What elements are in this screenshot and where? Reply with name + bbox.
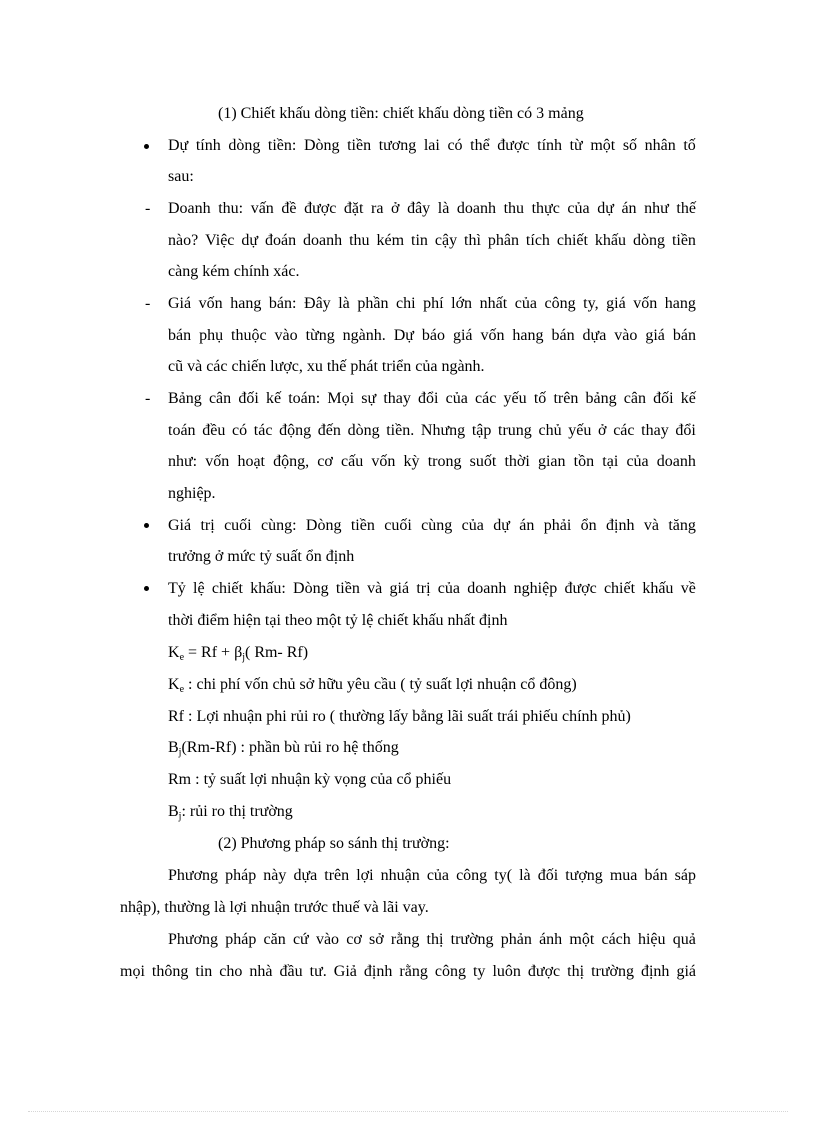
word: vốn bbox=[205, 453, 230, 470]
word: trường bbox=[450, 931, 494, 948]
word: vốn bbox=[371, 453, 396, 470]
word: đều bbox=[202, 422, 226, 439]
word: doanh bbox=[467, 580, 507, 597]
bullet-marker bbox=[144, 523, 149, 528]
word: ra bbox=[371, 200, 384, 217]
word: Dòng bbox=[305, 517, 342, 534]
word: vào bbox=[274, 327, 298, 344]
word: dự bbox=[241, 232, 259, 249]
def-ke-sub: e bbox=[179, 684, 185, 695]
word: dòng bbox=[228, 137, 261, 154]
formula-sub-e: e bbox=[179, 652, 185, 663]
word: toán bbox=[168, 422, 196, 439]
word: được bbox=[497, 137, 530, 154]
word: trung bbox=[498, 422, 532, 439]
dash-3-line-2 bbox=[168, 421, 696, 441]
def-bj-b: B bbox=[168, 739, 179, 756]
word: của bbox=[461, 517, 484, 534]
dash-3-line-1 bbox=[168, 389, 696, 409]
word: Việc bbox=[205, 232, 235, 249]
formula-cost-of-equity bbox=[168, 643, 308, 663]
word: pháp bbox=[225, 867, 257, 884]
word: giá bbox=[452, 327, 473, 344]
word: tiền bbox=[350, 517, 375, 534]
word: đổi bbox=[675, 422, 696, 439]
word: động bbox=[279, 422, 312, 439]
word: tích bbox=[525, 232, 550, 249]
word: tại bbox=[602, 453, 619, 470]
word: cách bbox=[601, 931, 631, 948]
word: bán bbox=[672, 327, 696, 344]
word: vốn bbox=[480, 327, 505, 344]
word: Đây bbox=[304, 295, 331, 312]
word: phụ bbox=[199, 327, 224, 344]
word: kế bbox=[265, 390, 282, 407]
word: Dự bbox=[168, 137, 189, 154]
word: của bbox=[514, 295, 537, 312]
word: sở bbox=[369, 931, 384, 948]
formula-k: K bbox=[168, 644, 180, 661]
paragraph-2-line-1 bbox=[168, 930, 696, 950]
word: nghiệp bbox=[513, 580, 558, 597]
word: là bbox=[519, 867, 531, 884]
word: sự bbox=[361, 390, 377, 407]
word: cùng: bbox=[261, 517, 297, 534]
word: này bbox=[263, 867, 287, 884]
word: có bbox=[232, 422, 248, 439]
word: đặt bbox=[343, 200, 364, 217]
dash-3-line-4: nghiệp. bbox=[168, 485, 216, 502]
word: tiền bbox=[347, 137, 372, 154]
formula-tail: ( Rm- Rf) bbox=[244, 644, 309, 661]
section-heading-1: (1) Chiết khấu dòng tiền: chiết khấu dòng tiền có 3 mảng bbox=[218, 105, 584, 122]
word: kỳ bbox=[403, 453, 420, 470]
bullet-2-line-1 bbox=[168, 516, 696, 536]
bullet-1-line-2: sau: bbox=[168, 168, 194, 185]
word: thực bbox=[531, 200, 560, 217]
word: Phương bbox=[168, 867, 219, 884]
word: Giá bbox=[168, 295, 192, 312]
formula-middle: = Rf + β bbox=[184, 644, 243, 661]
word: mọi bbox=[120, 963, 145, 980]
word: chi bbox=[396, 295, 416, 312]
def-bj-sub: j bbox=[178, 747, 182, 758]
word: thị bbox=[567, 963, 585, 980]
word: Tỷ bbox=[168, 580, 186, 597]
word: được bbox=[304, 200, 337, 217]
word: Nhưng bbox=[420, 422, 466, 439]
word: Phương bbox=[168, 931, 219, 948]
word: các bbox=[475, 390, 497, 407]
definition-rf: Rf : Lợi nhuận phi rủi ro ( thường lấy bằng lãi suất trái phiếu chính phủ) bbox=[168, 708, 631, 725]
word: từng bbox=[305, 327, 335, 344]
word: một bbox=[590, 137, 616, 154]
word: thuộc bbox=[231, 327, 267, 344]
word: trên bbox=[553, 390, 579, 407]
word: cậy bbox=[434, 232, 458, 249]
word: bán bbox=[644, 867, 668, 884]
word: tiền bbox=[671, 232, 696, 249]
word: Giá bbox=[168, 517, 192, 534]
word: yếu bbox=[568, 422, 592, 439]
word: kế bbox=[680, 390, 696, 407]
word: cơ bbox=[317, 453, 333, 470]
word: vào bbox=[614, 327, 638, 344]
word: thay bbox=[641, 422, 669, 439]
word: hang bbox=[664, 295, 696, 312]
word: trong bbox=[427, 453, 462, 470]
word: ở bbox=[598, 422, 607, 439]
word: thay bbox=[383, 390, 411, 407]
word: trường bbox=[591, 963, 634, 980]
word: tương bbox=[378, 137, 417, 154]
bullet-3-line-2: thời điểm hiện tại theo một tỷ lệ chiết khấu nhất định bbox=[168, 612, 508, 629]
word: thì bbox=[464, 232, 481, 249]
definition-ke bbox=[168, 675, 577, 695]
word: chiết bbox=[556, 232, 588, 249]
dash-3-line-3 bbox=[168, 452, 696, 472]
word: nhà bbox=[249, 963, 273, 980]
paragraph-1-line-2: nhập), thường là lợi nhuận trước thuế và lãi vay. bbox=[120, 899, 429, 916]
dash-1-line-1 bbox=[168, 199, 696, 219]
word: cân bbox=[623, 390, 646, 407]
word: như: bbox=[168, 453, 198, 470]
dash-marker: - bbox=[145, 295, 151, 312]
word: tin bbox=[411, 232, 428, 249]
word: có bbox=[447, 137, 463, 154]
word: vấn bbox=[250, 200, 274, 217]
bullet-marker bbox=[144, 144, 149, 149]
word: khấu: bbox=[250, 580, 286, 597]
word: dòng bbox=[632, 232, 665, 249]
word: đây bbox=[407, 200, 431, 217]
word: là bbox=[338, 295, 350, 312]
word: đối bbox=[537, 867, 559, 884]
word: bảng bbox=[585, 390, 617, 407]
word: chiết bbox=[603, 580, 636, 597]
bullet-marker bbox=[144, 586, 149, 591]
word: lợi bbox=[356, 867, 374, 884]
word: tăng bbox=[668, 517, 696, 534]
word: giá bbox=[676, 963, 696, 980]
word: của bbox=[426, 867, 450, 884]
word: bán: bbox=[268, 295, 297, 312]
word: tính bbox=[195, 137, 221, 154]
word: rằng bbox=[390, 931, 420, 948]
word: toán: bbox=[288, 390, 321, 407]
word: của bbox=[445, 390, 468, 407]
word: trị bbox=[416, 580, 431, 597]
word: yếu bbox=[503, 390, 527, 407]
word: được bbox=[564, 580, 597, 597]
word: thông bbox=[151, 963, 189, 980]
word: đầu bbox=[279, 963, 303, 980]
word: tin bbox=[195, 963, 213, 980]
word: báo bbox=[421, 327, 446, 344]
word: vốn bbox=[633, 295, 658, 312]
word: phân bbox=[487, 232, 519, 249]
word: phí bbox=[423, 295, 444, 312]
word: tiền. bbox=[386, 422, 415, 439]
word: hang bbox=[512, 327, 544, 344]
word: một bbox=[569, 931, 595, 948]
word: đối bbox=[238, 390, 259, 407]
word: lai bbox=[423, 137, 440, 154]
word: Doanh bbox=[168, 200, 211, 217]
word: doanh bbox=[303, 232, 343, 249]
word: tượng bbox=[565, 867, 603, 884]
word: luôn bbox=[492, 963, 521, 980]
word: thu bbox=[503, 200, 525, 217]
word: định bbox=[640, 963, 670, 980]
word: nhất bbox=[479, 295, 508, 312]
word: từ bbox=[569, 137, 583, 154]
dash-2-line-3: cũ và các chiến lược, xu thế phát triển của ngành. bbox=[168, 358, 485, 375]
word: dự bbox=[493, 517, 510, 534]
word: tư. bbox=[309, 963, 327, 980]
word: khấu bbox=[642, 580, 674, 597]
word: Bảng bbox=[168, 390, 202, 407]
word: căn bbox=[263, 931, 286, 948]
word: nhân bbox=[644, 137, 676, 154]
def-ke-k: K bbox=[168, 676, 180, 693]
word: lớn bbox=[451, 295, 473, 312]
word: và bbox=[643, 517, 659, 534]
dash-1-line-2 bbox=[168, 231, 696, 251]
word: tác bbox=[253, 422, 273, 439]
word: phải bbox=[543, 517, 572, 534]
word: vốn bbox=[198, 295, 223, 312]
word: giá bbox=[606, 295, 626, 312]
word: ty bbox=[472, 963, 486, 980]
word: pháp bbox=[225, 931, 257, 948]
word: thế bbox=[676, 200, 696, 217]
word: án bbox=[621, 200, 637, 217]
word: nhuận bbox=[380, 867, 420, 884]
def-bj2-b: B bbox=[168, 803, 179, 820]
word: trị bbox=[200, 517, 215, 534]
dash-2-line-2 bbox=[168, 326, 696, 346]
word: rằng bbox=[399, 963, 428, 980]
word: dựa bbox=[293, 867, 318, 884]
word: lệ bbox=[193, 580, 205, 597]
word: tập bbox=[471, 422, 492, 439]
word: của bbox=[567, 200, 590, 217]
word: dự bbox=[597, 200, 614, 217]
word: ty( bbox=[494, 867, 513, 884]
word: Dòng bbox=[303, 137, 340, 154]
definition-risk-premium bbox=[168, 738, 399, 758]
section-heading-2: (2) Phương pháp so sánh thị trường: bbox=[218, 835, 450, 852]
word: công bbox=[456, 867, 488, 884]
dash-marker: - bbox=[145, 200, 151, 217]
paragraph-2-line-2 bbox=[120, 962, 696, 982]
word: về bbox=[680, 580, 696, 597]
dash-2-line-1 bbox=[168, 294, 696, 314]
word: thời bbox=[504, 453, 530, 470]
word: đối bbox=[653, 390, 674, 407]
word: của bbox=[437, 580, 460, 597]
word: công bbox=[434, 963, 466, 980]
word: Dự bbox=[393, 327, 414, 344]
word: tố bbox=[683, 137, 696, 154]
word: nào? bbox=[168, 232, 199, 249]
word: động, bbox=[273, 453, 310, 470]
word: tính bbox=[537, 137, 563, 154]
word: đổi bbox=[418, 390, 439, 407]
word: đề bbox=[281, 200, 297, 217]
word: gian bbox=[537, 453, 566, 470]
word: tồn bbox=[573, 453, 595, 470]
word: trên bbox=[324, 867, 350, 884]
word: doanh bbox=[456, 200, 496, 217]
word: hang bbox=[230, 295, 262, 312]
word: ổn bbox=[580, 517, 597, 534]
word: cuối bbox=[384, 517, 412, 534]
word: dòng bbox=[347, 422, 380, 439]
bullet-2-line-2: trưởng ở mức tỷ suất ổn định bbox=[168, 548, 355, 565]
word: công bbox=[544, 295, 576, 312]
word: ty, bbox=[583, 295, 599, 312]
definition-market-risk bbox=[168, 802, 293, 822]
word: định bbox=[606, 517, 635, 534]
word: cho bbox=[219, 963, 243, 980]
word: mua bbox=[609, 867, 638, 884]
word: bán bbox=[168, 327, 192, 344]
word: giá bbox=[389, 580, 410, 597]
word: án bbox=[519, 517, 535, 534]
word: doanh bbox=[656, 453, 696, 470]
word: cứ bbox=[292, 931, 309, 948]
word: hiệu bbox=[637, 931, 666, 948]
word: cùng bbox=[421, 517, 453, 534]
word: vào bbox=[315, 931, 340, 948]
word: số bbox=[622, 137, 638, 154]
bullet-1-line-1 bbox=[168, 136, 696, 156]
word: được bbox=[527, 963, 561, 980]
word: thu bbox=[349, 232, 370, 249]
dash-marker: - bbox=[145, 390, 151, 407]
def-bj-text: (Rm-Rf) : phần bù rủi ro hệ thống bbox=[181, 739, 399, 756]
word: ngành. bbox=[342, 327, 386, 344]
word: bán bbox=[551, 327, 575, 344]
word: hoạt bbox=[237, 453, 265, 470]
word: thị bbox=[426, 931, 444, 948]
word: tố bbox=[533, 390, 547, 407]
bullet-3-line-1 bbox=[168, 579, 696, 599]
word: ở bbox=[391, 200, 400, 217]
def-bj2-text: : rủi ro thị trường bbox=[181, 803, 293, 820]
formula-sub-j: j bbox=[242, 652, 245, 663]
word: cấu bbox=[341, 453, 364, 470]
word: kém bbox=[376, 232, 405, 249]
word: Mọi bbox=[327, 390, 355, 407]
def-ke-text: : chi phí vốn chủ sở hữu yêu cầu ( tỷ suất lợi nhuận cổ đông) bbox=[184, 676, 577, 693]
word: định bbox=[363, 963, 393, 980]
word: phản bbox=[500, 931, 532, 948]
word: như bbox=[644, 200, 669, 217]
word: chiết bbox=[211, 580, 243, 597]
word: giá bbox=[645, 327, 665, 344]
word: và bbox=[367, 580, 383, 597]
word: cân bbox=[208, 390, 232, 407]
word: các bbox=[613, 422, 635, 439]
word: tiền: bbox=[267, 137, 297, 154]
word: thu: bbox=[218, 200, 244, 217]
word: phần bbox=[357, 295, 389, 312]
word: cơ bbox=[346, 931, 362, 948]
word: là bbox=[437, 200, 450, 217]
word: Dòng bbox=[293, 580, 329, 597]
word: đoán bbox=[264, 232, 297, 249]
word: suốt bbox=[469, 453, 497, 470]
page-bottom-rule bbox=[28, 1111, 788, 1112]
word: cuối bbox=[224, 517, 252, 534]
definition-rm: Rm : tỷ suất lợi nhuận kỳ vọng của cổ phiếu bbox=[168, 771, 452, 788]
def-bj2-sub: j bbox=[178, 811, 182, 822]
word: ánh bbox=[539, 931, 563, 948]
word: đến bbox=[317, 422, 341, 439]
word: quả bbox=[672, 931, 696, 948]
word: dựa bbox=[582, 327, 607, 344]
word: thể bbox=[470, 137, 490, 154]
word: của bbox=[626, 453, 649, 470]
word: sáp bbox=[674, 867, 696, 884]
word: Giả bbox=[333, 963, 357, 980]
paragraph-1-line-1 bbox=[168, 866, 696, 886]
word: khấu bbox=[594, 232, 627, 249]
dash-1-line-3: càng kém chính xác. bbox=[168, 263, 300, 280]
word: tiền bbox=[335, 580, 360, 597]
word: chủ bbox=[538, 422, 562, 439]
